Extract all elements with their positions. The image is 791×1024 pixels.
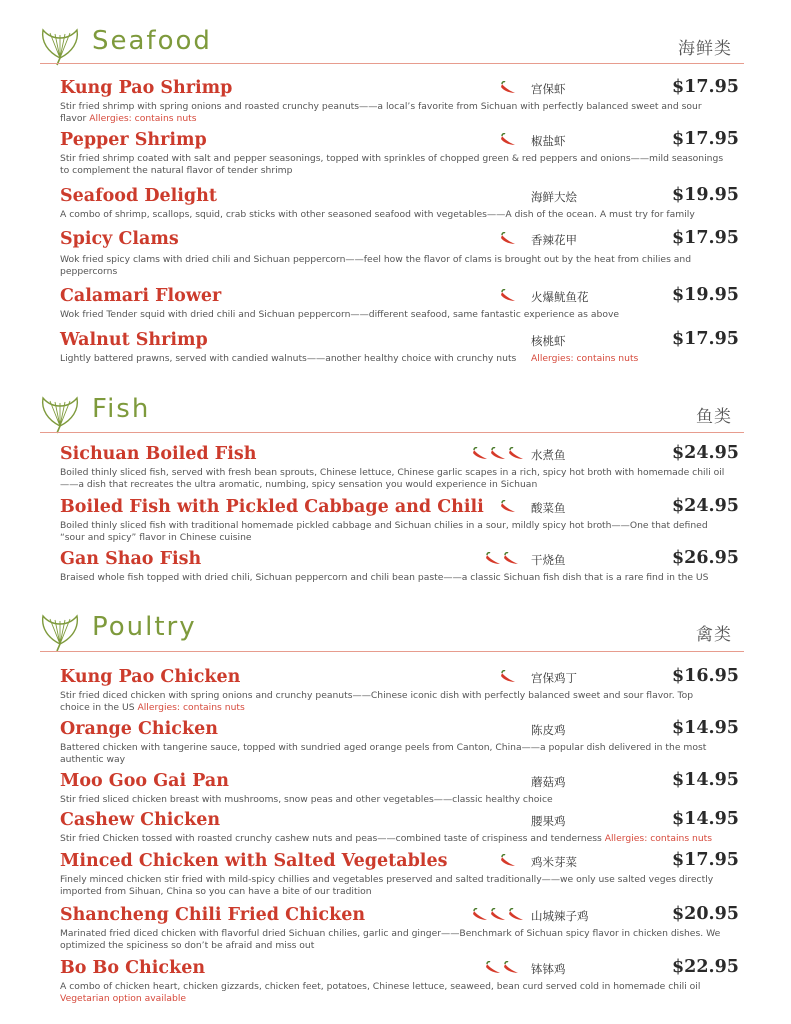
- description-text: Stir fried shrimp with spring onions and roasted crunchy peanuts——a local’s favorite from Sichuan with perfectly balanced sweet and sour flavor: [60, 101, 702, 124]
- item-price: $17.95: [672, 329, 739, 349]
- item-price: $17.95: [672, 77, 739, 97]
- section-title-chinese: 鱼类: [696, 407, 732, 427]
- chili-pepper-icon: [472, 447, 488, 461]
- spice-level: [500, 500, 516, 514]
- chili-pepper-icon: [503, 552, 519, 566]
- spice-level: [500, 670, 516, 684]
- item-price: $17.95: [672, 850, 739, 870]
- description-text: A combo of chicken heart, chicken gizzards, chicken feet, potatoes, Chinese lettuce, seaweed, bean curd served cold in homemade chili oil: [60, 981, 701, 992]
- spice-level: [500, 232, 516, 246]
- item-chinese-name: 宫保虾: [531, 82, 566, 96]
- item-description: Stir fried sliced chicken breast with mushrooms, snow peas and other vegetables——classic healthy choice: [60, 794, 553, 805]
- item-name: Kung Pao Shrimp: [60, 78, 233, 98]
- section-header-poultry: [38, 608, 746, 652]
- item-name: Orange Chicken: [60, 719, 218, 739]
- section-title: Seafood: [92, 26, 212, 56]
- item-name: Shancheng Chili Fried Chicken: [60, 905, 366, 925]
- item-chinese-name: 宫保鸡丁: [531, 671, 577, 685]
- item-name: Sichuan Boiled Fish: [60, 444, 257, 464]
- item-price: $17.95: [672, 129, 739, 149]
- item-chinese-name: 水煮鱼: [531, 448, 566, 462]
- item-chinese-name: 火爆鱿鱼花: [531, 290, 589, 304]
- item-name: Pepper Shrimp: [60, 130, 207, 150]
- section-divider: [40, 63, 744, 64]
- item-name: Moo Goo Gai Pan: [60, 771, 229, 791]
- chili-pepper-icon: [500, 854, 516, 868]
- item-description: [60, 690, 725, 714]
- item-description: Braised whole fish topped with dried chili, Sichuan peppercorn and chili bean paste——a classic Sichuan fish dish that is a rare find in the US: [60, 572, 709, 583]
- item-name: Walnut Shrimp: [60, 330, 208, 350]
- item-chinese-name: 香辣花甲: [531, 233, 577, 247]
- chili-pepper-icon: [490, 908, 506, 922]
- item-chinese-name: 腰果鸡: [531, 814, 566, 828]
- chili-pepper-icon: [508, 908, 524, 922]
- item-chinese-name: 酸菜鱼: [531, 501, 566, 515]
- item-price: $19.95: [672, 185, 739, 205]
- item-price: $14.95: [672, 809, 739, 829]
- spice-level: [500, 289, 516, 303]
- item-description: Lightly battered prawns, served with candied walnuts——another healthy choice with crunchy nuts: [60, 353, 517, 364]
- item-name: Gan Shao Fish: [60, 549, 202, 569]
- item-price: $14.95: [672, 770, 739, 790]
- allergy-note: Allergies: contains nuts: [89, 113, 197, 124]
- item-description: Wok fried Tender squid with dried chili and Sichuan peppercorn——different seafood, same fantastic experience as above: [60, 309, 620, 320]
- item-description: [60, 101, 725, 125]
- item-chinese-name: 核桃虾: [531, 334, 566, 348]
- section-title: Poultry: [92, 612, 197, 642]
- item-price: $20.95: [672, 904, 739, 924]
- section-header-fish: [38, 390, 746, 434]
- item-name: Calamari Flower: [60, 286, 222, 306]
- vegetarian-note: Vegetarian option available: [60, 993, 187, 1004]
- item-chinese-name: 蘑菇鸡: [531, 775, 566, 789]
- chili-pepper-icon: [472, 908, 488, 922]
- item-price: $24.95: [672, 496, 739, 516]
- item-description: Stir fried shrimp coated with salt and pepper seasonings, topped with sprinkles of chopped green & red peppers and onions——mild seasonings to complement the natural flavor of tender shrimp: [60, 153, 724, 176]
- item-name: Bo Bo Chicken: [60, 958, 206, 978]
- description-text: Stir fried diced chicken with spring onions and crunchy peanuts——Chinese iconic dish with perfectly balanced sweet and sour flavor. Top choice in the US: [60, 690, 694, 713]
- item-price: $26.95: [672, 548, 739, 568]
- item-description: [60, 981, 725, 1005]
- item-chinese-name: 干烧鱼: [531, 553, 566, 567]
- item-description: Boiled thinly sliced fish with traditional homemade pickled cabbage and Sichuan chilies in a sour, mildly spicy hot broth——One that defined “sour and spicy” flavor in Chinese cuisine: [60, 520, 708, 543]
- section-divider: [40, 432, 744, 433]
- description-text: Stir fried Chicken tossed with roasted crunchy cashew nuts and peas——combined taste of crispiness and tenderness: [60, 833, 602, 844]
- item-price: $14.95: [672, 718, 739, 738]
- item-description: [60, 833, 725, 845]
- chili-pepper-icon: [500, 500, 516, 514]
- section-title-chinese: 海鲜类: [678, 39, 732, 59]
- chili-pepper-icon: [503, 961, 519, 975]
- item-name: Cashew Chicken: [60, 810, 221, 830]
- item-chinese-name: 海鲜大烩: [531, 190, 577, 204]
- chili-pepper-icon: [500, 81, 516, 95]
- section-title-chinese: 禽类: [696, 625, 732, 645]
- item-chinese-name: 陈皮鸡: [531, 723, 566, 737]
- item-price: $22.95: [672, 957, 739, 977]
- spice-level: [472, 447, 524, 461]
- ginkgo-leaf-icon: [38, 608, 82, 652]
- spice-level: [500, 81, 516, 95]
- item-name: Minced Chicken with Salted Vegetables: [60, 851, 448, 871]
- item-name: Kung Pao Chicken: [60, 667, 241, 687]
- item-description: Finely minced chicken stir fried with mild-spicy chillies and vegetables preserved and salted traditionally——we only use salted veges directly imported from Sihuan, China so you can have a bite of our tradition: [60, 874, 714, 897]
- ginkgo-leaf-icon: [38, 390, 82, 434]
- item-description: Boiled thinly sliced fish, served with fresh bean sprouts, Chinese lettuce, Chinese garlic scapes in a rich, spicy hot broth with homemade chili oil——a dish that recreates the ultra aromatic, numbing, spicy sensation you would experience in Sichuan: [60, 467, 725, 490]
- item-chinese-name: 钵钵鸡: [531, 962, 566, 976]
- item-name: Spicy Clams: [60, 229, 179, 249]
- item-name: Boiled Fish with Pickled Cabbage and Chili: [60, 497, 484, 517]
- spice-level: [485, 552, 519, 566]
- item-price: $24.95: [672, 443, 739, 463]
- chili-pepper-icon: [500, 232, 516, 246]
- item-chinese-name: 山城辣子鸡: [531, 909, 589, 923]
- chili-pepper-icon: [500, 289, 516, 303]
- item-price: $19.95: [672, 285, 739, 305]
- section-divider: [40, 651, 744, 652]
- item-description: Wok fried spicy clams with dried chili and Sichuan peppercorn——feel how the flavor of clams is brought out by the heat from chilies and peppercorns: [60, 254, 692, 277]
- chili-pepper-icon: [485, 552, 501, 566]
- chili-pepper-icon: [485, 961, 501, 975]
- item-description: Battered chicken with tangerine sauce, topped with sundried aged orange peels from Canton, China——a popular dish delivered in the most authentic way: [60, 742, 707, 765]
- spice-level: [485, 961, 519, 975]
- item-chinese-name: 鸡米芽菜: [531, 855, 577, 869]
- chili-pepper-icon: [500, 670, 516, 684]
- section-title: Fish: [92, 394, 151, 424]
- allergy-note: Allergies: contains nuts: [604, 833, 713, 844]
- chili-pepper-icon: [500, 133, 516, 147]
- spice-level: [500, 854, 516, 868]
- item-description: Marinated fried diced chicken with flavorful dried Sichuan chilies, garlic and ginger——Benchmark of Sichuan spicy flavor in chicken dishes. We optimized the spiciness so don’t be afraid and miss out: [60, 928, 721, 951]
- allergy-note: Allergies: contains nuts: [137, 702, 245, 713]
- item-description: A combo of shrimp, scallops, squid, crab sticks with other seasoned seafood with vegetables——A dish of the ocean. A must try for family: [60, 209, 695, 220]
- section-header-seafood: [38, 22, 746, 66]
- allergy-note: Allergies: contains nuts: [531, 353, 639, 364]
- item-name: Seafood Delight: [60, 186, 217, 206]
- spice-level: [472, 908, 524, 922]
- ginkgo-leaf-icon: [38, 22, 82, 66]
- item-price: $16.95: [672, 666, 739, 686]
- chili-pepper-icon: [508, 447, 524, 461]
- spice-level: [500, 133, 516, 147]
- chili-pepper-icon: [490, 447, 506, 461]
- item-chinese-name: 椒盐虾: [531, 134, 566, 148]
- item-price: $17.95: [672, 228, 739, 248]
